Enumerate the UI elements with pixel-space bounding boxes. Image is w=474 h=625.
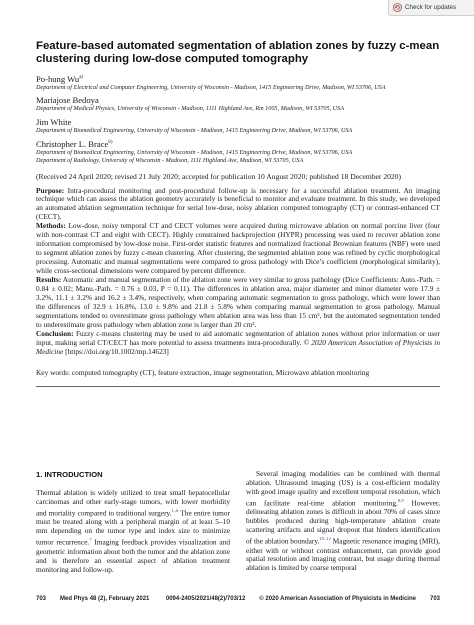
abstract-methods: Methods: Low-dose, noisy temporal CT and CECT volumes were acquired during microwave ablation on normal porcine liver (four with non-contrast CT and eight with CECT). Highly constrained backprojection (HYPR) processing was used to recover ablation zone information compromised by low-dose noise. First-order statistic features and normalized fractional Brownian features (NBF) were used to segment ablation zones by fuzzy c-mean clustering. After clustering, the segmented ablation zone was refined by cyclic morphological processing. Automatic and manual segmentations were compared to gross pathology with Dice’s coefficient (morphological similarity), while cross-sectional dimensions were compared by percent difference. xyxy=(36,221,440,276)
article-front-matter xyxy=(36,40,440,387)
right-column xyxy=(246,470,440,574)
author-affiliation: Department of Biomedical Engineering, University of Wisconsin - Madison, 1415 Engineering Drive, Madison, WI 53706, USA xyxy=(36,126,353,134)
citation-link[interactable]: 8,9 xyxy=(397,497,404,503)
footer-copyright: © 2020 American Association of Physicists in Medicine xyxy=(259,596,416,602)
section-heading-introduction: 1. INTRODUCTION xyxy=(36,470,103,479)
doi-link[interactable]: [https://doi.org/10.1002/mp.14623] xyxy=(65,346,169,356)
issn: 0094-2405/2021/48(2)/703/12 xyxy=(165,596,246,602)
abstract-purpose: Purpose: Intra-procedural monitoring and post-procedural follow-up is necessary for a successful ablation treatment. An imaging technique which can assess the ablation geometry accurately is beneficial to monitor and evaluate treatment. In this study, we developed an automated ablation segmentation technique for serial low-dose, noisy ablation computed tomography (CT) or contrast-enhanced CT (CECT). xyxy=(36,185,440,222)
author-block-1 xyxy=(36,73,440,91)
badge-label: Check for updates xyxy=(405,4,457,11)
section-divider xyxy=(36,386,440,387)
body-columns xyxy=(36,470,440,574)
abstract-conclusion: Conclusion: Fuzzy c-means clustering may be used to aid automatic segmentation of ablation zones without prior information or user input, making serial CT/CECT has more potential to assess treatments intra-procedurally. © 2020 American Association of Physicists in Medicine [https://doi.org/10.1002/mp.14623] xyxy=(36,328,440,356)
page-number-left: 703 xyxy=(36,596,47,602)
intro-paragraph-left: Thermal ablation is widely utilized to treat small hepatocellular carcinomas and other early-stage tumors, with lower morbidity and mortality compared to traditional surgery.$^{1-6}$ The entire tumor must be treated along with a peripheral margin of at least 5–10 mm depending on the tumor type and index size to minimize tumor recurrence.$^7$ Imaging feedback provides visualization and geometric information about both the tumor and the ablation zone and is therefore an essential aspect of ablation treatment monitoring and follow-up. xyxy=(36,488,230,574)
refresh-icon xyxy=(393,3,402,12)
citation-link[interactable]: 1–6 xyxy=(171,507,179,513)
page-footer xyxy=(36,596,440,602)
author-name: Po-hung Wu$^{a)}$ xyxy=(36,73,84,84)
author-name: Mariajose Bedoya xyxy=(36,95,99,106)
author-name: Jim White xyxy=(36,116,72,127)
intro-paragraph-right: Several imaging modalities can be combined with thermal ablation. Ultrasound imaging (US) is a cost-efficient modality with good image quality and excellent temporal resolution, which can facilitate real-time ablation monitoring.$^{8,9}$ However, delineating ablation zones is difficult in about 70% of cases since bubbles produced during high-temperature ablation create scattering artifacts and signal dropout that hinders identification of the ablation boundary.$^{10-12}$ Magnetic resonance imaging (MRI), either with or without contrast enhancement, can provide good spatial resolution and imaging contrast, but usage during thermal ablation is limited by coarse temporal xyxy=(246,469,440,573)
page-number-right: 703 xyxy=(429,596,440,602)
author-affiliation: Department of Biomedical Engineering, University of Wisconsin - Madison, 1415 Engineering Drive, Madison, WI 53706, USA xyxy=(36,149,353,157)
publication-dates: (Received 24 April 2020; revised 21 July 2020; accepted for publication 10 August 2020; published 18 December 2020) xyxy=(36,171,402,181)
citation-link[interactable]: 10–12 xyxy=(319,536,331,542)
journal-citation: Med Phys 48 (2), February 2021 xyxy=(60,596,150,602)
author-block-2 xyxy=(36,95,440,113)
abstract-results: Results: Automatic and manual segmentation of the ablation zone were very similar to gross pathology (Dice Coefficients: Auto.-Path. = 0.84 ± 0.02; Manu.-Path. = 0.76 ± 0.03, P = 0.11). The differences in ablation area, major diameter and minor diameter were 17.9 ± 3.2%, 11.1 ± 3.2% and 16.2 ± 3.4%, respectively, when comparing automatic segmentation to gross pathology, which were lower than the differences of 32.9 ± 16.8%, 13.0 ± 9.8% and 21.8 ± 5.8% when comparing manual segmentation to gross pathology. Manual segmentations tended to overestimate gross pathology when ablation area was less than 15 cm², but the automated segmentation tended to underestimate gross pathology when ablation zone is larger than 20 cm². xyxy=(36,275,440,329)
keywords: Key words: computed tomography (CT), feature extraction, image segmentation, Microwave ablation monitoring xyxy=(36,367,370,377)
author-name: Christopher L. Brace$^{b)}$ xyxy=(36,139,113,150)
author-affiliation: Department of Electrical and Computer Engineering, University of Wisconsin - Madison, 1415 Engineering Drive, Madison, WI 53706, USA xyxy=(36,83,386,91)
author-affiliation: Department of Medical Physics, University of Wisconsin - Madison, 1111 Highland Ave, Rm 1005, Madison, WI 53705, USA xyxy=(36,105,345,113)
citation-link[interactable]: 7 xyxy=(89,537,92,543)
author-block-4 xyxy=(36,138,440,164)
article-title: Feature-based automated segmentation of ablation zones by fuzzy c-mean clustering during low-dose computed tomography xyxy=(36,40,440,66)
left-column xyxy=(36,470,230,574)
author-affiliation: Department of Radiology, University of Wisconsin - Madison, 1111 Highland Ave, Madison, WI 53705, USA xyxy=(36,156,304,164)
author-block-3 xyxy=(36,117,440,135)
check-for-updates-badge[interactable] xyxy=(388,0,474,16)
